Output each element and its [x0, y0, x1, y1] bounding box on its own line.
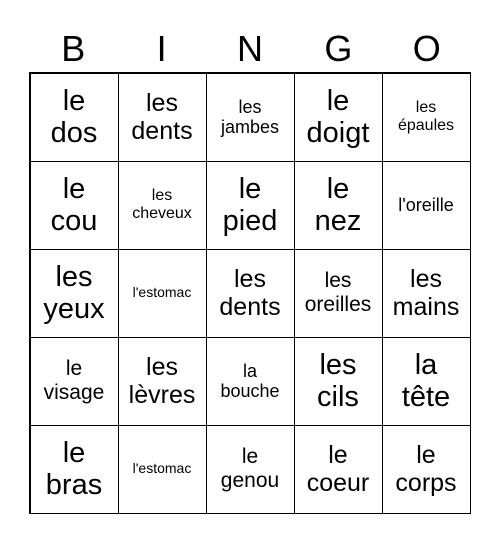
cell-text: l'estomac	[132, 460, 192, 477]
cell-text: les mains	[392, 265, 460, 321]
cell-text: l'oreille	[398, 194, 454, 215]
header-letter-o: O	[412, 28, 441, 69]
header-letter-n: N	[236, 28, 263, 69]
bingo-cell[interactable]	[382, 337, 471, 426]
cell-text: le dos	[50, 84, 98, 149]
cell-text: le corps	[395, 441, 457, 497]
bingo-cell[interactable]	[294, 425, 383, 514]
bingo-cell[interactable]	[294, 249, 383, 338]
cell-text: la tête	[401, 348, 451, 413]
cell-text: les cheveux	[132, 187, 192, 222]
bingo-cell[interactable]	[30, 161, 119, 250]
cell-text: les cils	[317, 348, 359, 413]
bingo-cell[interactable]	[30, 425, 119, 514]
cell-text: le pied	[222, 172, 278, 237]
cell-text: le visage	[43, 357, 105, 404]
cell-text: les dents	[219, 265, 281, 321]
bingo-cell[interactable]	[294, 337, 383, 426]
bingo-cell[interactable]	[30, 73, 119, 162]
cell-text: la bouche	[220, 360, 280, 401]
bingo-cell[interactable]	[206, 161, 295, 250]
bingo-cell[interactable]	[382, 73, 471, 162]
header-letter-i: I	[156, 28, 167, 69]
cell-text: le coeur	[306, 441, 370, 497]
bingo-cell[interactable]	[206, 425, 295, 514]
cell-text: les épaules	[397, 99, 455, 134]
bingo-cell[interactable]	[206, 249, 295, 338]
bingo-cell[interactable]	[118, 337, 207, 426]
cell-text: les lèvres	[128, 353, 196, 409]
bingo-cell[interactable]	[294, 161, 383, 250]
cell-text: les dents	[131, 89, 193, 145]
cell-text: l'estomac	[132, 284, 192, 301]
bingo-card-grid	[29, 72, 471, 514]
bingo-cell[interactable]	[382, 161, 471, 250]
header-letter-b: B	[61, 28, 86, 69]
bingo-cell[interactable]	[382, 249, 471, 338]
bingo-cell[interactable]	[30, 337, 119, 426]
cell-text: les yeux	[43, 260, 105, 325]
bingo-cell[interactable]	[294, 73, 383, 162]
header-letter-g: G	[324, 28, 353, 69]
cell-text: le doigt	[306, 84, 370, 149]
cell-text: le bras	[45, 436, 103, 501]
bingo-cell[interactable]	[206, 337, 295, 426]
bingo-cell[interactable]	[30, 249, 119, 338]
cell-text: les jambes	[220, 96, 280, 137]
bingo-cell[interactable]	[206, 73, 295, 162]
bingo-header	[29, 26, 471, 72]
bingo-cell[interactable]	[382, 425, 471, 514]
bingo-cell[interactable]	[118, 161, 207, 250]
cell-text: les oreilles	[304, 269, 372, 316]
cell-text: le cou	[50, 172, 98, 237]
bingo-cell[interactable]	[118, 425, 207, 514]
cell-text: le genou	[220, 445, 280, 492]
bingo-cell[interactable]	[118, 249, 207, 338]
bingo-cell[interactable]	[118, 73, 207, 162]
cell-text: le nez	[314, 172, 362, 237]
